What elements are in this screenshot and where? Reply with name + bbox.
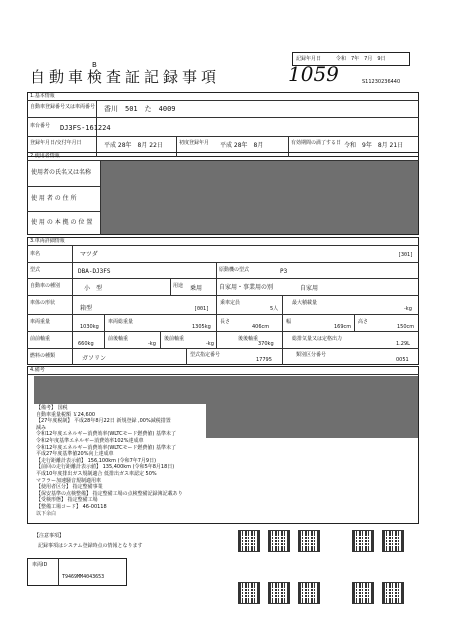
rr-axle-label: 後後軸重 xyxy=(238,336,259,342)
purpose-value: 自家用 xyxy=(300,285,319,292)
qr-code-icon xyxy=(268,582,290,604)
vin-value: DJ3FS-161224 xyxy=(60,124,111,132)
maker-label: 車名 xyxy=(30,251,41,257)
issue-label: 記録年月日 xyxy=(296,56,322,62)
qr-code-icon xyxy=(268,530,290,552)
weight-value: 1030kg xyxy=(80,324,99,330)
remarks-line: 【27年度税制】 平成28年8月22日 新規登録 ,00%減税措置 xyxy=(36,418,171,425)
fuel-value: ガソリン xyxy=(82,355,107,362)
notes-text: 記録事項はシステム登録時点の情報となります xyxy=(38,543,143,549)
ff-axle-value: 660kg xyxy=(78,341,94,347)
qr-code-icon xyxy=(352,530,374,552)
model-label: 型式 xyxy=(30,267,41,273)
qr-code-icon xyxy=(298,582,320,604)
type-number-label: 型式指定番号 xyxy=(190,352,221,358)
maker-code: [301] xyxy=(398,252,414,258)
length-value: 406cm xyxy=(252,324,270,330)
remarks-line: 【整備工場コード】 46-00118 xyxy=(36,504,107,510)
expiry-label: 有効期間の満了する日 xyxy=(291,140,342,146)
width-label: 幅 xyxy=(286,319,292,325)
type-number-value: 17795 xyxy=(256,357,272,363)
qr-code-icon xyxy=(238,582,260,604)
fuel-label: 燃料の種類 xyxy=(30,353,56,359)
maker-value: マツダ xyxy=(80,251,98,258)
ff-axle-label: 前前軸重 xyxy=(30,336,51,342)
width-value: 169cm xyxy=(334,324,352,330)
kind-value: 小 型 xyxy=(84,285,103,292)
remarks-line: 令和12年度エネルギー消費効率(WLTCモード燃費値) 基準未了 xyxy=(36,431,176,438)
engine-label: 原動機の型式 xyxy=(219,267,250,273)
rf-axle-label: 後前軸重 xyxy=(164,336,185,342)
issue-value: 令和 7年 7月 9日 xyxy=(336,56,386,62)
vin-label: 車台番号 xyxy=(30,123,51,129)
vehicle-section-title: 3.車両詳細情報 xyxy=(30,238,65,244)
engine-value: P3 xyxy=(280,268,288,275)
remarks-line: 平成10年度排出ガス規制適合 低排出ガス車認定 50% xyxy=(36,471,157,477)
handwritten-number: 1059 xyxy=(288,62,339,86)
weight-label: 車両重量 xyxy=(30,319,51,325)
qr-code-icon xyxy=(382,530,404,552)
body-label: 車体の形状 xyxy=(30,300,56,306)
remarks-line: 以下余白 xyxy=(36,510,57,517)
remarks-line: 令和12年度エネルギー消費効率(WLTCモード燃費値) 基準未了 xyxy=(36,444,176,451)
redacted-user-block xyxy=(101,161,418,234)
redacted-remarks-top-left xyxy=(34,376,206,404)
first-reg-value: 平成 28年 8月 22日 xyxy=(104,142,163,149)
remarks-line: 【使用者区分】 指定整備事業 xyxy=(36,484,103,491)
user-address-label: 使 用 者 の 住 所 xyxy=(31,195,77,202)
purpose-label: 自家用・事業用の別 xyxy=(219,284,274,291)
fr-axle-value: -kg xyxy=(148,341,156,347)
car-id-value: T9469MM4043653 xyxy=(62,574,105,580)
redacted-remarks-right xyxy=(206,376,418,438)
qr-code-icon xyxy=(238,530,260,552)
remarks-line: 平成27年度基準値20%向上達成車 xyxy=(36,451,114,458)
body-code: [001] xyxy=(194,306,210,312)
car-id-label: 車両ID xyxy=(32,562,48,568)
first-reg-label: 登録年月日/交付年月日 xyxy=(30,140,82,146)
max-load-label: 最大積載量 xyxy=(292,300,318,306)
height-label: 高さ xyxy=(358,319,369,325)
remarks-section-title: 4.備考 xyxy=(30,367,45,373)
displacement-label: 総排気量又は定格出力 xyxy=(292,336,343,342)
capacity-label: 乗車定員 xyxy=(220,300,241,306)
remarks-line: 自動車重量税額 ￥24,600 xyxy=(36,411,96,418)
user-name-label: 使用者の氏名又は名称 xyxy=(31,169,92,176)
user-base-label: 使 用 の 本 拠 の 位 置 xyxy=(31,219,93,226)
remarks-line: 【受検形態】 指定整備工場 xyxy=(36,497,98,504)
capacity-value: 5人 xyxy=(270,306,279,312)
first-year-label: 初度登録年月 xyxy=(179,140,210,146)
remarks-line: 令和2年度基準エネルギー消費効率102%達成車 xyxy=(36,438,144,444)
model-value: DBA-DJ3FS xyxy=(78,268,111,275)
gross-label: 車両総重量 xyxy=(108,319,134,325)
expiry-value: 令和 9年 8月 21日 xyxy=(344,142,404,149)
class-number-label: 類別区分番号 xyxy=(296,352,327,358)
notes-label: 【注意事項】 xyxy=(34,533,65,539)
max-load-value: -kg xyxy=(404,306,412,312)
use-value: 乗用 xyxy=(190,285,203,292)
user-section-title: 2.使用者情報 xyxy=(30,153,60,159)
length-label: 長さ xyxy=(220,319,231,325)
remarks-line: 【前回の走行距離計表示値】 135,400km (令和5年8月18日) xyxy=(36,464,175,471)
rf-axle-value: -kg xyxy=(206,341,214,347)
remarks-line: 減み xyxy=(36,424,47,431)
qr-code-icon xyxy=(382,582,404,604)
b-mark: B xyxy=(92,61,97,69)
gross-value: 1305kg xyxy=(192,324,211,330)
rr-axle-value: 370kg xyxy=(258,341,274,347)
reg-number-value: 香川 501 た 4009 xyxy=(104,105,176,113)
first-year-value: 平成 28年 8月 xyxy=(220,142,264,149)
page-title: 自動車検査証記録事項 xyxy=(30,68,221,86)
use-label: 用途 xyxy=(173,283,184,289)
body-value: 箱型 xyxy=(80,305,93,312)
height-value: 150cm xyxy=(397,324,415,330)
basic-section-title: 1.基本情報 xyxy=(30,93,55,99)
remarks-line: 【走行距離計表示値】 156,100km (令和7年7月9日) xyxy=(36,457,157,464)
remarks-line: マフラー加速騒音規制適用車 xyxy=(36,477,102,484)
qr-code-icon xyxy=(352,582,374,604)
remarks-line: 【保安基準の点検整備】 指定整備工場の点検整備記録簿記載あり xyxy=(36,490,183,497)
displacement-value: 1.29L xyxy=(396,341,410,347)
doc-number: S11230236440 xyxy=(362,79,401,85)
fr-axle-label: 前後軸重 xyxy=(108,336,129,342)
reg-number-label: 自動車登録番号又は車両番号 xyxy=(30,104,96,110)
remarks-line: 【備考】 国税 xyxy=(36,405,68,411)
kind-label: 自動車の種別 xyxy=(30,283,61,289)
qr-code-icon xyxy=(298,530,320,552)
class-number-value: 0051 xyxy=(396,357,409,363)
